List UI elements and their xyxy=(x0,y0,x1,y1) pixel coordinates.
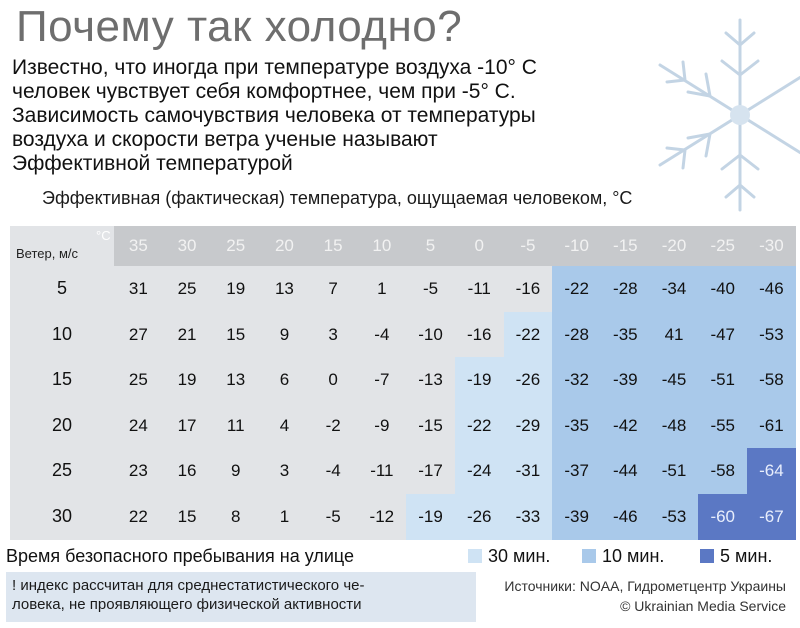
snowflake-icon xyxy=(630,0,800,230)
table-cell: -60 xyxy=(698,494,747,540)
table-cell: -4 xyxy=(325,461,341,481)
table-cell: -13 xyxy=(418,370,443,390)
table-cell: -32 xyxy=(552,357,601,403)
table-cell: 6 xyxy=(279,370,290,390)
table-cell: 23 xyxy=(128,461,148,481)
table-cell: 0 xyxy=(328,370,338,390)
table-cell: 21 xyxy=(177,324,197,344)
table-cell: -34 xyxy=(650,266,699,312)
table-cell: -5 xyxy=(325,507,341,526)
footnote xyxy=(6,572,476,622)
table-cell: -16 xyxy=(515,279,541,298)
table-cell: -28 xyxy=(552,312,601,358)
legend-item-10: 10 мин. xyxy=(602,546,665,566)
table-cell: -51 xyxy=(650,448,699,494)
table-cell: 13 xyxy=(226,370,246,390)
sources-text: Источники: NOAA, Гидрометцентр Украины xyxy=(504,578,786,594)
table-cell: -47 xyxy=(698,312,747,358)
table-cell: 19 xyxy=(177,370,197,390)
table-cell: -40 xyxy=(698,266,747,312)
legend-label: Время безопасного пребывания на улице xyxy=(6,546,354,566)
table-cell: -22 xyxy=(504,312,553,358)
table-cell: -11 xyxy=(467,279,491,298)
temperature-header-cell: 35 xyxy=(128,236,148,255)
table-cell: 24 xyxy=(128,415,148,435)
temperature-header-cell: 30 xyxy=(177,236,197,255)
copyright-text: © Ukrainian Media Service xyxy=(620,598,786,614)
temperature-header-cell: 20 xyxy=(274,236,294,255)
intro-text xyxy=(12,56,652,176)
table-cell: 11 xyxy=(226,415,245,435)
wind-chill-table xyxy=(10,226,796,540)
table-subtitle: Эффективная (фактическая) температура, ощущаемая человеком, °С xyxy=(42,188,633,208)
table-cell: 19 xyxy=(226,279,246,298)
table-cell: -15 xyxy=(418,415,443,435)
table-cell: -42 xyxy=(601,403,650,449)
table-cell: 17 xyxy=(177,415,197,435)
table-cell: -5 xyxy=(422,279,439,298)
wind-speed-label: 30 xyxy=(51,506,73,526)
temperature-header-cell: 15 xyxy=(323,236,343,255)
table-cell: -46 xyxy=(601,494,650,540)
table-cell: -7 xyxy=(374,370,390,390)
table-cell: 9 xyxy=(279,324,290,344)
table-cell: 27 xyxy=(128,324,148,344)
table-cell: -67 xyxy=(747,494,796,540)
table-cell: -10 xyxy=(418,324,443,344)
table-cell: -53 xyxy=(747,312,796,358)
wind-speed-label: 20 xyxy=(51,414,73,435)
table-cell: -17 xyxy=(418,461,443,481)
table-cell: -61 xyxy=(747,403,796,449)
table-cell: -31 xyxy=(504,448,553,494)
table-cell: 7 xyxy=(328,279,338,298)
temperature-header-cell: 5 xyxy=(425,236,436,255)
table-cell: -19 xyxy=(406,494,455,540)
legend-item-30: 30 мин. xyxy=(488,546,551,566)
table-cell: -48 xyxy=(650,403,699,449)
table-cell: -37 xyxy=(552,448,601,494)
table-cell: 16 xyxy=(177,461,197,481)
table-cell: -33 xyxy=(504,494,553,540)
table-cell: 9 xyxy=(231,461,241,481)
temperature-header-cell: -20 xyxy=(661,236,687,255)
table-cell: 13 xyxy=(274,279,294,298)
table-cell: 1 xyxy=(279,507,290,526)
temperature-header-cell: 10 xyxy=(372,236,392,255)
temperature-header-cell: 0 xyxy=(474,236,484,255)
table-cell: -51 xyxy=(698,357,747,403)
table-cell: 31 xyxy=(128,279,148,298)
table-cell: -39 xyxy=(552,494,601,540)
temperature-header-cell: 25 xyxy=(226,236,246,255)
table-cell: -2 xyxy=(325,415,341,435)
page-title: Почему так холодно? xyxy=(16,2,463,51)
table-cell: -64 xyxy=(747,448,796,494)
table-cell: 1 xyxy=(377,279,387,298)
wind-speed-label: 5 xyxy=(56,278,67,298)
intro-line: воздуха и скорости ветра ученые называют xyxy=(12,128,438,151)
table-cell: 41 xyxy=(650,312,699,358)
table-cell: 3 xyxy=(279,461,290,481)
table-cell: -26 xyxy=(504,357,553,403)
wind-speed-label: 15 xyxy=(51,369,73,390)
temperature-header-cell: -10 xyxy=(564,236,589,255)
table-cell: -26 xyxy=(455,494,504,540)
legend-item-5: 5 мин. xyxy=(720,546,773,566)
table-cell: 15 xyxy=(226,324,246,344)
intro-line: Эффективной температурой xyxy=(12,152,293,175)
temperature-header-cell: -30 xyxy=(759,236,784,255)
footnote-line: ! индекс рассчитан для среднестатистического че- xyxy=(12,577,365,594)
table-cell: 4 xyxy=(279,415,290,435)
wind-speed-label: 25 xyxy=(51,460,73,481)
intro-line: человек чувствует себя комфортнее, чем при -5° С. xyxy=(12,80,516,103)
sources xyxy=(504,576,786,616)
table-cell: 25 xyxy=(128,370,148,390)
intro-line: Известно, что иногда при температуре воздуха -10° С xyxy=(12,56,537,79)
legend-swatch-5 xyxy=(700,549,714,563)
table-cell: -39 xyxy=(601,357,650,403)
legend-swatch-10 xyxy=(582,549,596,563)
temperature-header-cell: -5 xyxy=(520,236,536,255)
table-cell: -29 xyxy=(504,403,553,449)
table-cell: -58 xyxy=(747,357,796,403)
table-cell: -58 xyxy=(698,448,747,494)
wind-axis-label: Ветер, м/с xyxy=(16,246,79,261)
table-cell: -35 xyxy=(552,403,601,449)
table-cell: -11 xyxy=(370,461,394,481)
temperature-header-cell: -15 xyxy=(613,236,638,255)
degree-axis-label: °С xyxy=(96,228,111,243)
table-cell: -28 xyxy=(601,266,650,312)
table-cell: -22 xyxy=(552,266,601,312)
table-cell: -46 xyxy=(747,266,796,312)
table-cell: 8 xyxy=(231,507,241,526)
table-cell: -19 xyxy=(455,357,504,403)
table-cell: -9 xyxy=(374,415,390,435)
legend-swatch-30 xyxy=(468,549,482,563)
table-cell: 22 xyxy=(128,507,148,526)
wind-speed-label: 10 xyxy=(51,323,73,344)
table-cell: -22 xyxy=(455,403,504,449)
table-cell: 25 xyxy=(177,279,197,298)
table-cell: 3 xyxy=(328,324,338,344)
table-cell: -4 xyxy=(374,324,390,344)
intro-line: Зависимость самочувствия человека от температуры xyxy=(12,104,536,127)
table-cell: -44 xyxy=(601,448,650,494)
temperature-header-cell: -25 xyxy=(710,236,736,255)
table-cell: -24 xyxy=(455,448,504,494)
table-cell: -45 xyxy=(650,357,699,403)
table-cell: -16 xyxy=(466,324,492,344)
table-cell: -35 xyxy=(601,312,650,358)
footnote-line: ловека, не проявляющего физической активности xyxy=(12,596,362,613)
table-cell: -53 xyxy=(650,494,699,540)
table-cell: -12 xyxy=(369,507,395,526)
table-cell: 15 xyxy=(177,507,197,526)
table-cell: -55 xyxy=(698,403,747,449)
